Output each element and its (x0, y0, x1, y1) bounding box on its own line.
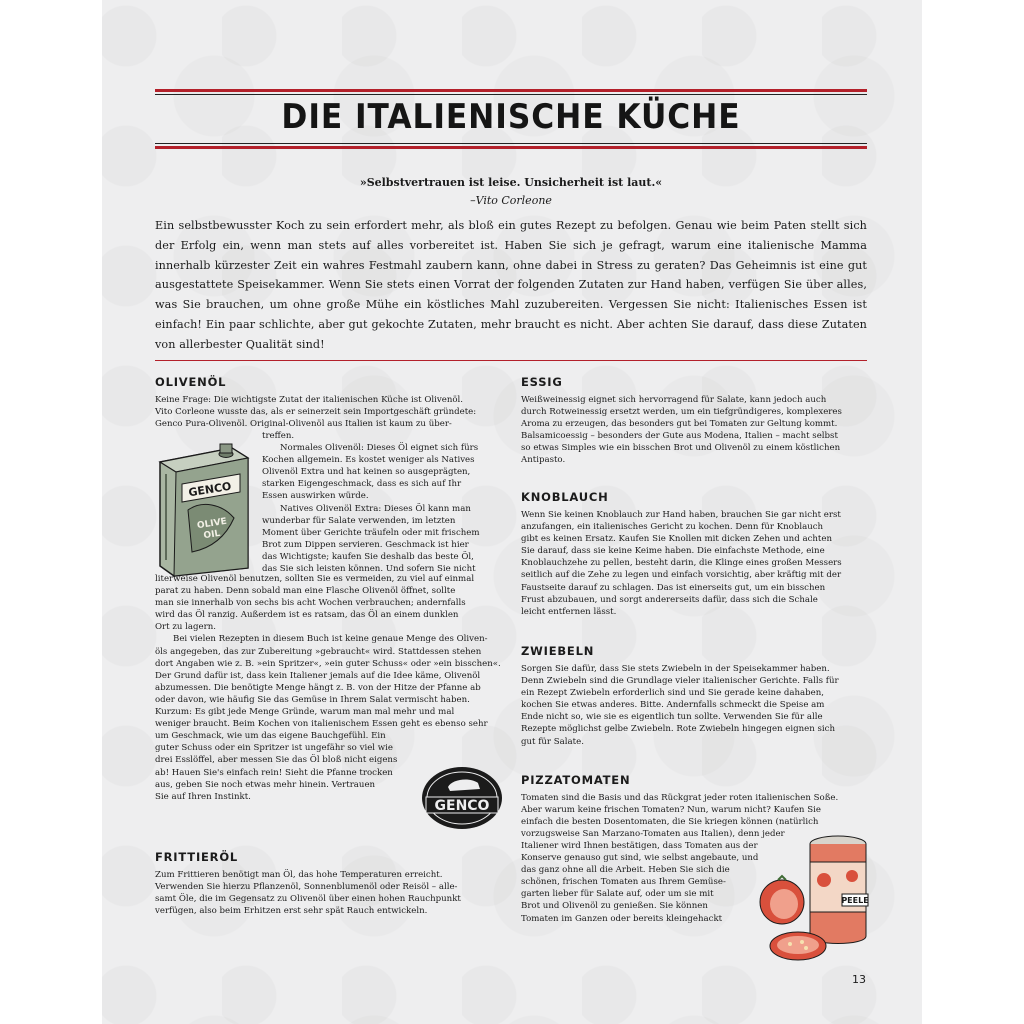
tomato-can-illustration (758, 832, 870, 968)
olive-oil-can-illustration (152, 440, 254, 580)
frittieroel-text (155, 869, 510, 917)
zwiebeln-text (521, 663, 871, 748)
right-margin (922, 0, 1024, 1024)
page-title: DIE ITALIENISCHE KÜCHE (281, 97, 741, 137)
text-line: abzumessen. Die benötigte Menge hängt z. B. von der Hitze der Pfanne ab (155, 682, 481, 693)
text-line: weniger braucht. Beim Kochen von italienischem Essen geht es ebenso sehr (155, 719, 488, 730)
heading-zwiebeln: ZWIEBELN (521, 644, 595, 658)
text-line: Antipasto. (521, 455, 566, 466)
text-line: Essen auswirken würde. (262, 491, 369, 502)
can-brand-label: GENCO (187, 479, 233, 500)
seal-text: GENCO (434, 798, 490, 814)
text-line: einfach die besten Dosentomaten, die Sie kriegen können (natürlich (521, 817, 819, 828)
heading-frittieroel: FRITTIERÖL (155, 850, 239, 864)
text-line: Knoblauchzehe zu pellen, besteht darin, die Klinge eines großen Messers (521, 558, 842, 569)
text-line: Ende nicht so, wie sie es eigentlich tun sollte. Verwenden Sie für alle (521, 712, 823, 723)
can-sub-label-1: OLIVE (196, 516, 228, 532)
text-line: Natives Olivenöl Extra: Dieses Öl kann man (280, 503, 471, 514)
text-line: vorzugsweise San Marzano-Tomaten aus Italien), denn jeder (521, 829, 785, 840)
text-line: Balsamicoessig – besonders der Gute aus Modena, Italien – macht selbst (521, 431, 838, 442)
text-line: Sie darauf, dass sie keine Keime haben. Die einfachste Methode, eine (521, 546, 825, 557)
text-line: Tomaten im Ganzen oder bereits kleingehackt (521, 913, 723, 924)
text-line: Weißweinessig eignet sich hervorragend für Salate, kann jedoch auch (521, 395, 827, 405)
text-line: Verwenden Sie hierzu Pflanzenöl, Sonnenblumenöl oder Reisöl – alle- (155, 882, 458, 893)
text-line: Brot und Olivenöl zu genießen. Sie können (521, 901, 708, 912)
page-number: 13 (852, 973, 866, 986)
text-line: das Wichtigste; kaufen Sie deshalb das beste Öl, (262, 551, 474, 562)
text-line: Kochen allgemein. Es kostet weniger als Natives (262, 455, 475, 466)
text-line: wunderbar für Salate verwenden, im letzten (262, 515, 456, 526)
text-line: öls angegeben, das zur Zubereitung »gebraucht« wird. Stattdessen stehen (155, 646, 482, 657)
text-line: Aroma zu erzeugen, das besonders gut bei Tomaten zur Geltung kommt. (521, 419, 838, 430)
text-line: das ganz ohne all die Arbeit. Heben Sie sich die (521, 865, 730, 876)
text-line: Konserve genauso gut sind, wie selbst angebaute, und (521, 853, 759, 864)
text-line: Sie auf Ihren Instinkt. (155, 791, 251, 802)
intro-paragraph: Ein selbstbewusster Koch zu sein erfordert mehr, als bloß ein gutes Rezept zu befolgen. Genau wie beim Paten stellt sich der Erfolg ein, wenn man stets auf alles vorbereitet ist. Haben Sie sich je gefragt, warum eine italienische Mamma innerhalb kürzester Zeit ein wahres Festmahl zaubern kann, ohne dabei in Stress zu geraten? Das Geheimnis ist eine gut ausgestattete Speisekammer. Wenn Sie stets einen Vorrat der folgenden Zutaten zur Hand haben, verfügen Sie über alles, was Sie brauchen, um ohne große Mühe ein köstliches Mahl zuzubereiten. Vergessen Sie nicht: Italienisches Essen ist einfach! Ein paar schlichte, aber gut gekochte Zutaten, mehr braucht es nicht. Aber achten Sie darauf, dass diese Zutaten von allerbester Qualität sind! (155, 219, 867, 351)
text-line: treffen. (262, 431, 295, 441)
olivenoel-text-wrap (262, 430, 512, 575)
pizzatomaten-text-wrap (521, 840, 781, 925)
text-line: literweise Olivenöl benutzen, sollten Sie es vermeiden, zu viel auf einmal (155, 574, 475, 584)
left-margin (0, 0, 102, 1024)
text-line: Tomaten sind die Basis und das Rückgrat jeder roten italienischen Soße. (521, 793, 839, 803)
text-line: das Sie sich leisten können. Und sofern Sie nicht (262, 564, 476, 575)
text-line: Rezepte möglichst gelbe Zwiebeln. Rote Zwiebeln hingegen eignen sich (521, 724, 836, 735)
text-line: anzufangen, ein italienisches Gericht zu kochen. Denn für Knoblauch (521, 522, 824, 533)
title-rule-top-red (155, 89, 867, 92)
text-line: samt Öle, die im Gegensatz zu Olivenöl über einen hohen Rauchpunkt (155, 894, 461, 905)
heading-essig: ESSIG (521, 375, 563, 389)
text-line: Sorgen Sie dafür, dass Sie stets Zwiebeln in der Speisekammer haben. (521, 664, 830, 674)
text-line: Faustseite darauf zu schlagen. Das ist einerseits gut, um ein bisschen (521, 582, 826, 593)
title-rule-top-black (155, 94, 867, 95)
text-line: parat zu haben. Denn sobald man eine Flasche Olivenöl öffnet, sollte (155, 586, 456, 597)
title-rule-bottom-red (155, 146, 867, 149)
heading-pizzatomaten: PIZZATOMATEN (521, 773, 631, 787)
text-line: dort Angaben wie z. B. »ein Spritzer«, »ein guter Schuss« oder »ein bisschen«. (155, 658, 501, 669)
text-line: Brot zum Dippen servieren. Geschmack ist hier (262, 539, 469, 550)
text-line: oder davon, wie häufig Sie das Gemüse in Ihrem Salat vermischt haben. (155, 694, 470, 705)
section-divider (155, 360, 867, 361)
text-line: kochen Sie etwas anderes. Bitte. Andernfalls schmeckt die Speise am (521, 700, 825, 711)
genco-seal-logo (420, 765, 504, 831)
text-line: guter Schuss oder ein Spritzer ist ungefähr so viel wie (155, 743, 393, 754)
text-line: Italiener wird Ihnen bestätigen, dass Tomaten aus der (521, 841, 758, 851)
text-line: Olivenöl Extra und hat keinen so ausgeprägten, (262, 467, 471, 478)
text-line: schönen, frischen Tomaten aus Ihrem Gemüse- (521, 877, 726, 888)
text-line: Der Grund dafür ist, dass kein Italiener jemals auf die Idee käme, Olivenöl (155, 670, 481, 681)
text-line: Normales Olivenöl: Dieses Öl eignet sich fürs (280, 443, 479, 454)
text-line: Zum Frittieren benötigt man Öl, das hohe Temperaturen erreicht. (155, 870, 443, 880)
text-line: durch Rotweinessig ersetzt werden, um ein tiefgründigeres, komplexeres (521, 407, 842, 418)
text-line: so etwas Simples wie ein bisschen Brot und Olivenöl zu einem köstlichen (521, 443, 841, 454)
heading-knoblauch: KNOBLAUCH (521, 490, 609, 504)
heading-olivenoel: OLIVENÖL (155, 375, 227, 389)
text-line: gibt es keinen Ersatz. Kaufen Sie Knollen mit dicken Zehen und achten (521, 534, 832, 545)
text-line: gut für Salate. (521, 736, 584, 747)
text-line: Kurzum: Es gibt jede Menge Gründe, warum man mal mehr und mal (155, 707, 455, 718)
text-line: drei Esslöffel, aber messen Sie das Öl bloß nicht eigens (155, 755, 398, 766)
text-line: seitlich auf die Zehe zu legen und einfach vorsichtig, aber kräftig mit der (521, 570, 842, 581)
olivenoel-text-top (155, 394, 510, 430)
text-line: Genco Pura-Olivenöl. Original-Olivenöl aus Italien ist kaum zu über- (155, 419, 452, 430)
knoblauch-text (521, 509, 871, 618)
tomato-can-label: PEELE (841, 896, 869, 905)
text-line: garten lieber für Salate auf, oder um sie mit (521, 889, 714, 900)
title-rule-bottom-black (155, 143, 867, 144)
text-line: Denn Zwiebeln sind die Grundlage vieler italienischer Gerichte. Falls für (521, 676, 839, 687)
text-line: Moment über Gerichte träufeln oder mit frischem (262, 527, 480, 538)
can-sub-label-2: OIL (202, 528, 222, 542)
essig-text (521, 394, 871, 467)
text-line: ab! Hauen Sie's einfach rein! Sieht die Pfanne trocken (155, 767, 393, 778)
text-line: Frust abzubauen, und sorgt andererseits dafür, dass sich die Schale (521, 594, 818, 605)
text-line: starken Eigengeschmack, dass es sich auf Ihr (262, 479, 462, 490)
text-line: Ort zu lagern. (155, 622, 216, 633)
quote: »Selbstvertrauen ist leise. Unsicherheit ist laut.« (359, 176, 663, 189)
text-line: Wenn Sie keinen Knoblauch zur Hand haben, brauchen Sie gar nicht erst (521, 510, 841, 520)
text-line: Vito Corleone wusste das, als er seinerzeit sein Importgeschäft gründete: (155, 407, 477, 418)
text-line: aus, geben Sie noch etwas mehr hinein. Vertrauen (155, 779, 376, 790)
text-line: wird das Öl ranzig. Außerdem ist es ratsam, das Öl an einem dunklen (155, 610, 459, 621)
text-line: Bei vielen Rezepten in diesem Buch ist keine genaue Menge des Oliven- (173, 634, 488, 645)
text-line: um Geschmack, wie um das eigene Bauchgefühl. Ein (155, 731, 386, 742)
text-line: man sie innerhalb von sechs bis acht Wochen verbrauchen; andernfalls (155, 598, 466, 609)
text-line: ein Rezept Zwiebeln erforderlich sind und Sie gerade keine dahaben, (521, 688, 824, 699)
quote-author: –Vito Corleone (470, 194, 552, 207)
text-line: Keine Frage: Die wichtigste Zutat der italienischen Küche ist Olivenöl. (155, 395, 464, 405)
text-line: Aber warum keine frischen Tomaten? Nun, warum nicht? Kaufen Sie (521, 805, 821, 816)
text-line: verfügen, also beim Erhitzen erst sehr spät Rauch entwickeln. (155, 906, 428, 917)
text-line: leicht entfernen lässt. (521, 606, 617, 617)
